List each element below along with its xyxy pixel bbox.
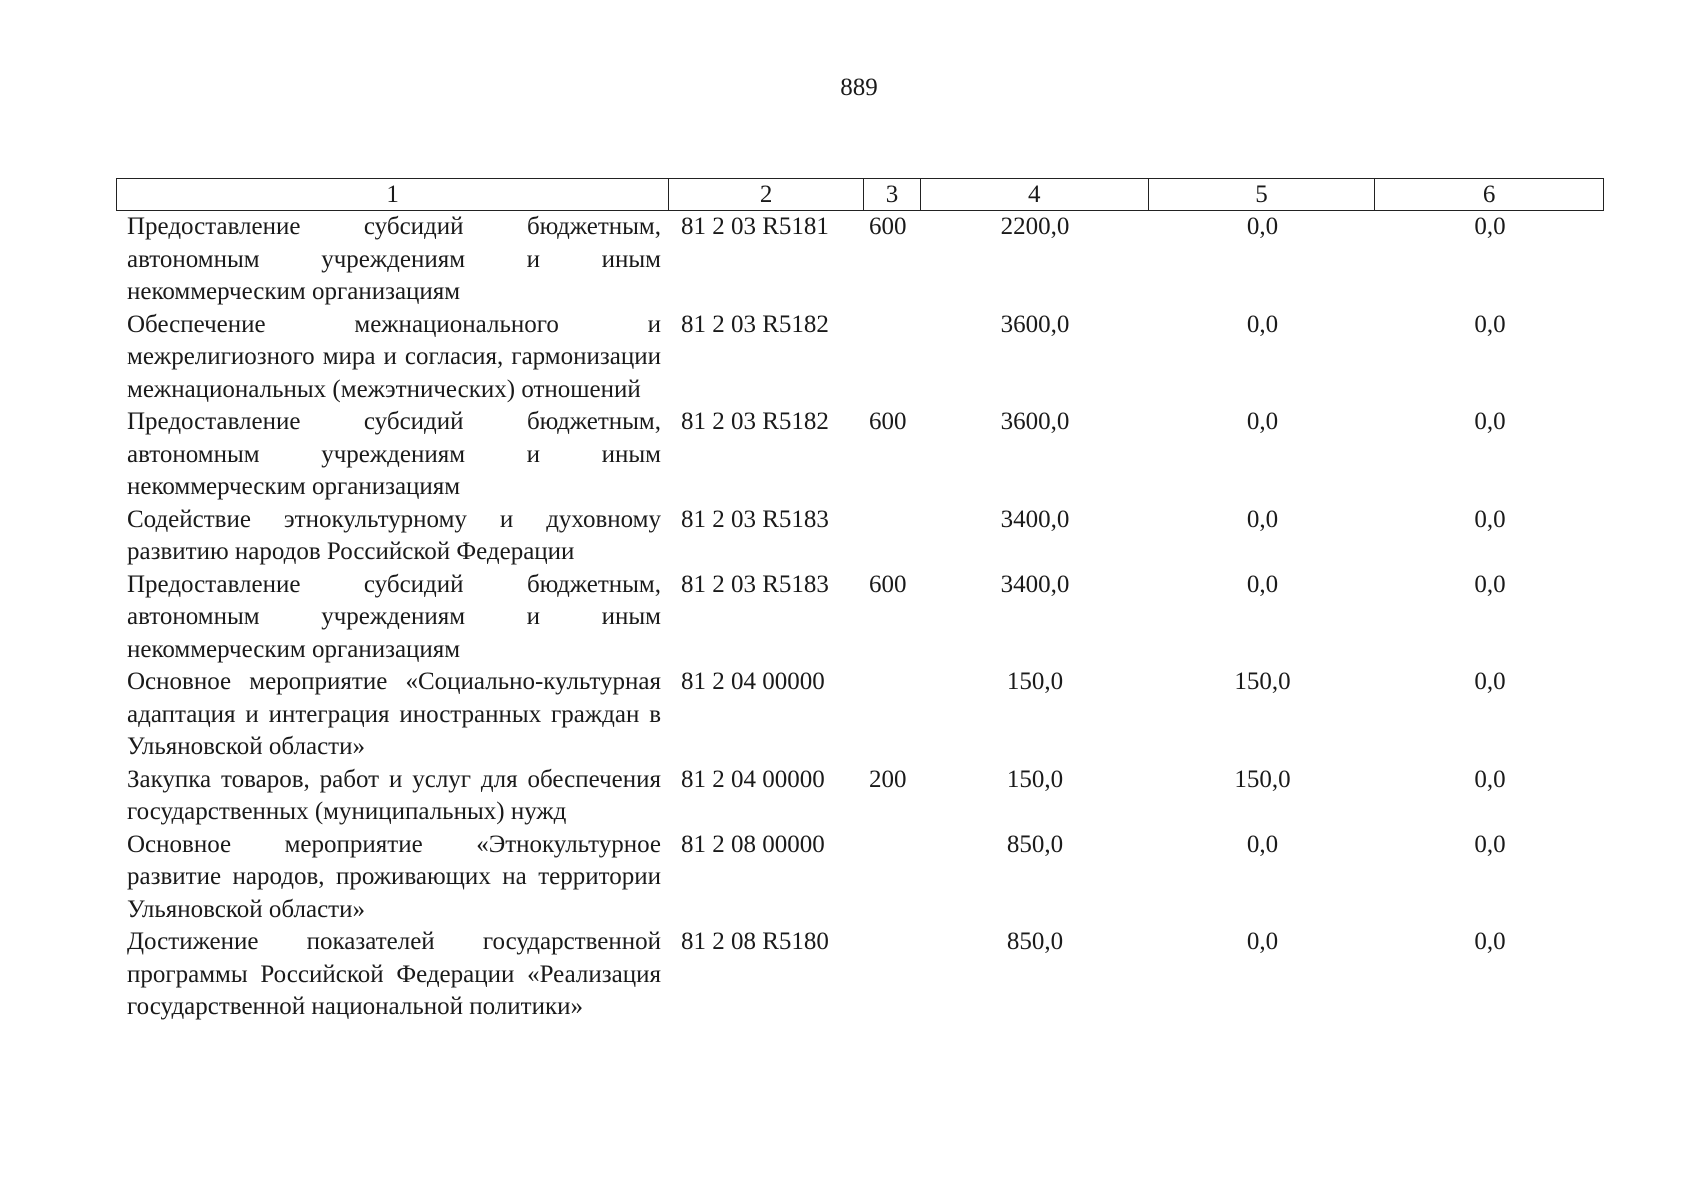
header-col-4: 4 [921, 179, 1149, 210]
row-type: 600 [869, 408, 907, 435]
row-value-4: 850,0 [1006, 830, 1064, 858]
row-name: Обеспечение межнационального и межрелигиозного мира и согласия, гармонизации межнациональных (межэтнических) отношений [127, 310, 661, 403]
row-value-5: 0,0 [1246, 310, 1279, 338]
row-name: Основное мероприятие «Этнокультурное развитие народов, проживающих на территории Ульяновской области» [127, 830, 661, 923]
table-header [116, 178, 1604, 211]
header-col-3: 3 [864, 179, 921, 210]
row-type: 600 [869, 213, 907, 240]
row-value-6: 0,0 [1474, 765, 1506, 793]
page-number: 889 [840, 74, 878, 101]
table-row [116, 406, 1604, 504]
row-value-5: 0,0 [1246, 505, 1279, 533]
row-value-5: 0,0 [1246, 213, 1279, 240]
row-name: Предоставление субсидий бюджетным, автономным учреждениям и иным некоммерческим организациям [127, 408, 661, 500]
row-value-6: 0,0 [1474, 213, 1506, 240]
row-value-5: 150,0 [1234, 668, 1291, 695]
table-body [116, 211, 1604, 1024]
row-type [864, 926, 921, 1024]
row-value-6: 0,0 [1474, 668, 1506, 695]
row-type [864, 309, 921, 407]
table-row [116, 926, 1604, 1024]
row-value-4: 3600,0 [1000, 310, 1070, 338]
header-col-6: 6 [1482, 181, 1496, 208]
row-name: Предоставление субсидий бюджетным, автономным учреждениям и иным некоммерческим организациям [127, 213, 661, 305]
row-value-6: 0,0 [1474, 928, 1506, 955]
table-row [116, 309, 1604, 407]
table-row [116, 764, 1604, 829]
row-code: 81 2 03 R5183 [681, 570, 829, 598]
row-type: 200 [869, 765, 907, 793]
row-type [864, 504, 921, 569]
row-code: 81 2 03 R5182 [681, 310, 829, 338]
row-value-6: 0,0 [1474, 570, 1506, 598]
row-value-6: 0,0 [1474, 310, 1506, 338]
row-value-4: 3600,0 [1000, 408, 1070, 435]
header-col-1: 1 [117, 179, 669, 210]
table-row [116, 504, 1604, 569]
row-name: Содействие этнокультурному и духовному развитию народов Российской Федерации [127, 505, 661, 565]
table-row [116, 569, 1604, 667]
row-name: Основное мероприятие «Социально-культурная адаптация и интеграция иностранных граждан в Ульяновской области» [127, 668, 661, 760]
row-value-4: 3400,0 [1000, 505, 1070, 533]
row-value-5: 0,0 [1246, 928, 1279, 955]
table-row [116, 666, 1604, 764]
row-value-6: 0,0 [1474, 408, 1506, 435]
row-value-5: 0,0 [1246, 570, 1279, 598]
row-name: Достижение показателей государственной программы Российской Федерации «Реализация государственной национальной политики» [127, 928, 661, 1020]
row-type [864, 829, 921, 927]
row-value-6: 0,0 [1474, 830, 1506, 858]
row-code: 81 2 03 R5182 [681, 408, 829, 435]
row-code: 81 2 04 00000 [681, 765, 825, 793]
row-code: 81 2 08 00000 [681, 830, 825, 858]
header-col-2: 2 [669, 179, 864, 210]
row-value-4: 2200,0 [1000, 213, 1070, 240]
row-value-6: 0,0 [1474, 505, 1506, 533]
row-value-4: 150,0 [1006, 668, 1064, 695]
row-code: 81 2 08 R5180 [681, 928, 829, 955]
row-code: 81 2 04 00000 [681, 668, 825, 695]
row-value-4: 3400,0 [1000, 570, 1070, 598]
header-col-5: 5 [1149, 179, 1376, 210]
table-row [116, 211, 1604, 309]
row-name: Закупка товаров, работ и услуг для обеспечения государственных (муниципальных) нужд [127, 765, 661, 825]
row-value-4: 150,0 [1006, 765, 1064, 793]
row-code: 81 2 03 R5181 [681, 213, 829, 240]
row-value-5: 150,0 [1234, 765, 1291, 793]
row-name: Предоставление субсидий бюджетным, автономным учреждениям и иным некоммерческим организациям [127, 570, 661, 663]
row-type: 600 [869, 570, 907, 598]
row-code: 81 2 03 R5183 [681, 505, 829, 533]
row-type [864, 666, 921, 764]
row-value-4: 850,0 [1006, 928, 1064, 955]
table-row [116, 829, 1604, 927]
row-value-5: 0,0 [1246, 830, 1279, 858]
row-value-5: 0,0 [1246, 408, 1279, 435]
